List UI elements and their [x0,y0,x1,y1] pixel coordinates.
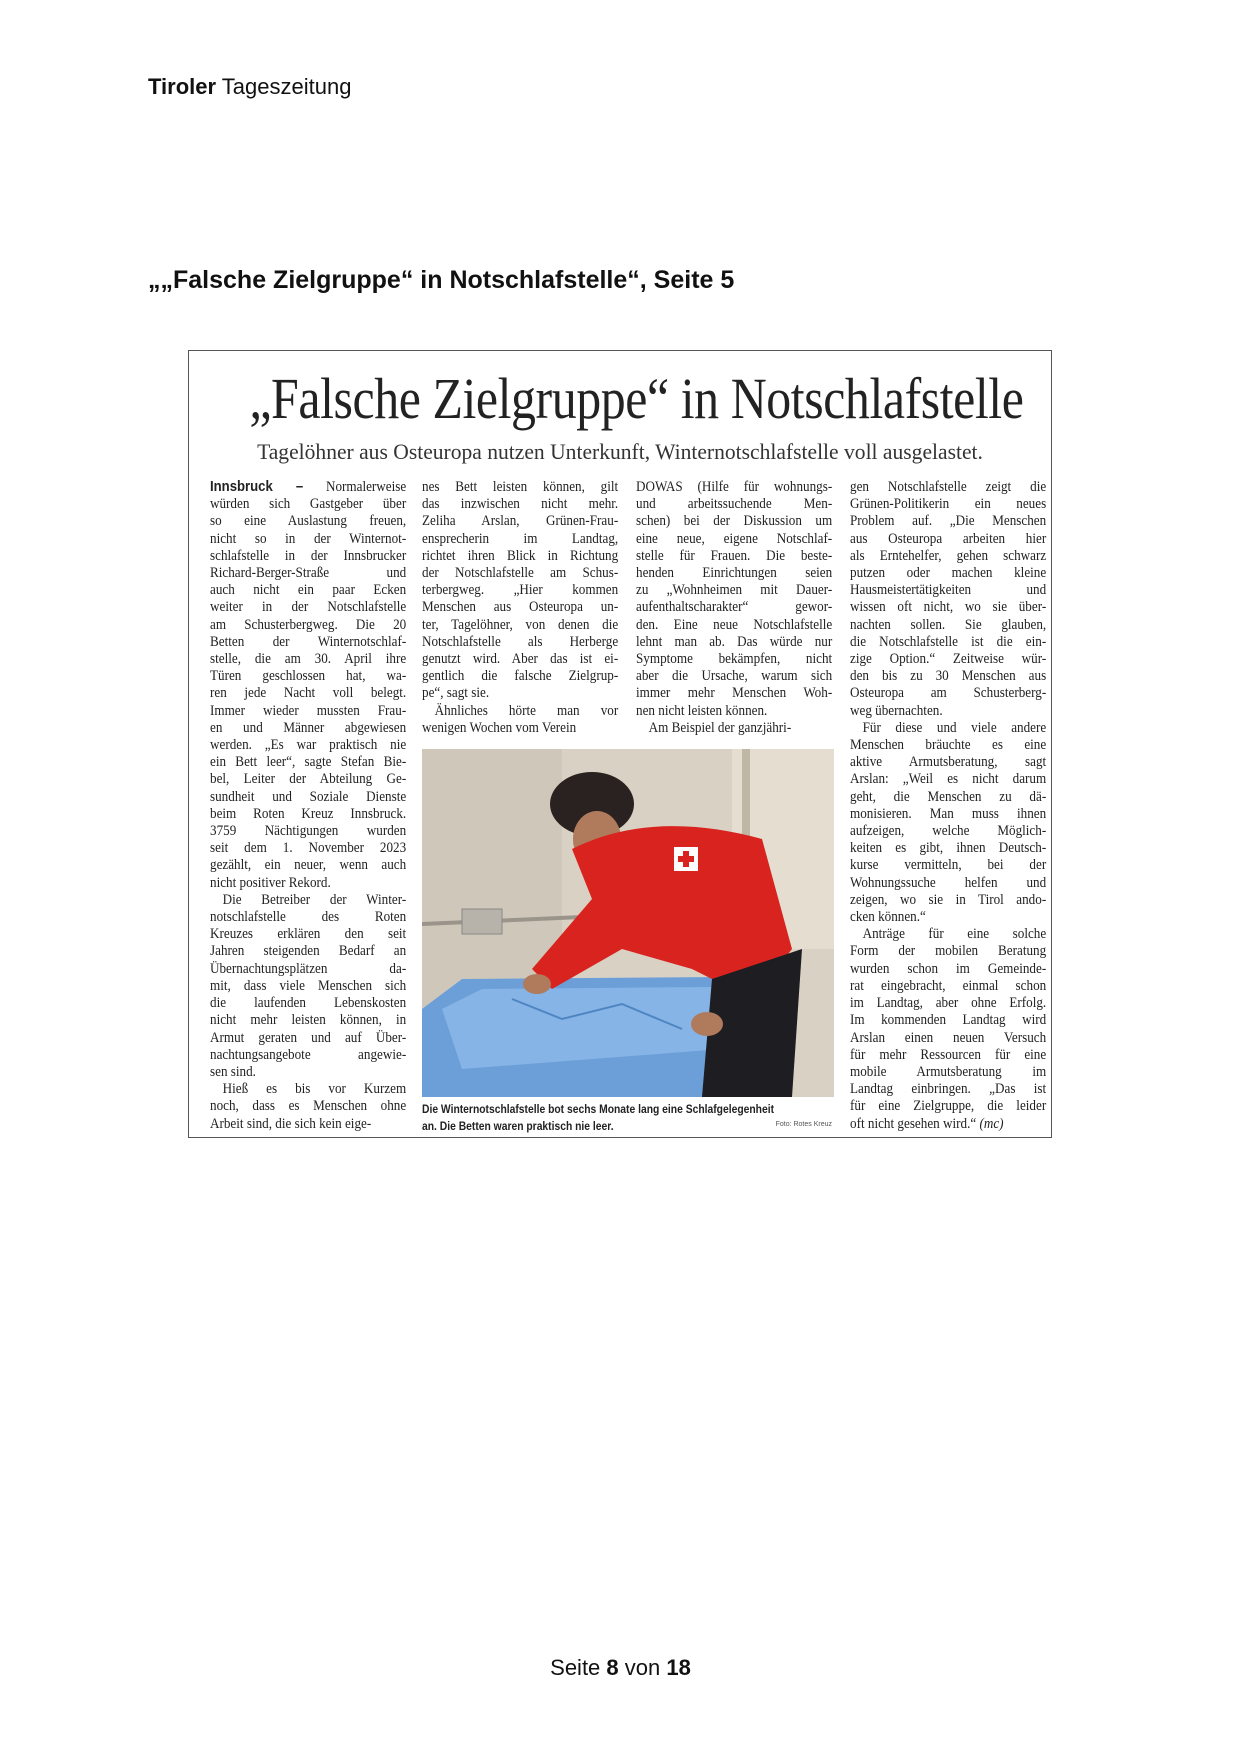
caption-line-1: Die Winternotschlafstelle bot sechs Monate lang eine Schlafgelegenheit [422,1102,775,1116]
line-text: immer mehr Menschen Woh- [636,685,833,702]
text-line [210,978,406,995]
line-text: notschlafstelle des Roten [210,909,407,926]
line-text: Wohnungssuche helfen und [850,874,1047,891]
brand-bold: Tiroler [148,74,217,99]
text-line [422,634,618,651]
line-text: Arslan: „Weil es nicht darum [850,771,1047,788]
text-line [850,479,1046,496]
text-line [636,703,832,720]
article-title: „Falsche Zielgruppe“ in Notschlafstelle [249,366,1024,431]
text-line [210,599,406,616]
text-line [210,840,406,857]
page-number [0,1655,1241,1681]
text-line [850,771,1046,788]
text-line [850,926,1046,943]
line-text: Am Beispiel der ganzjähri- [648,719,792,736]
line-text: aber die Ursache, warum sich [636,668,833,685]
line-text: gen Notschlafstelle zeigt die [850,479,1047,495]
page-prefix: Seite [550,1655,607,1680]
line-text: richtet ihren Blick in Richtung [422,547,619,564]
text-line [850,1012,1046,1029]
text-line [210,737,406,754]
text-line [210,1116,406,1133]
line-text: nachten sollen. Sie glauben, [850,616,1047,633]
line-text: ren jede Nacht voll belegt. [210,685,407,702]
text-line [636,720,832,737]
line-text: nen nicht leisten können. [636,702,768,719]
line-text: Form der mobilen Beratung [850,943,1047,960]
text-line [636,617,832,634]
line-text: ensprecherin im Landtag, [422,530,619,547]
text-line [422,599,618,616]
line-text: Hausmeistertätigkeiten und [850,582,1047,599]
text-line [210,668,406,685]
brand-rest: Tageszeitung [216,74,352,99]
text-line [422,513,618,530]
total-pages: 18 [666,1655,691,1680]
line-text: zige Option.“ Zeitweise wür- [850,651,1047,668]
text-line [210,1064,406,1081]
line-text: der Notschlafstelle am Schus- [422,565,619,582]
line-text: Menschen aus Osteuropa un- [422,599,619,616]
text-line [210,513,406,530]
line-text: so eine Auslastung freuen, [210,513,407,530]
text-line [636,513,832,530]
text-line [210,531,406,548]
text-line [850,496,1046,513]
line-text: Die Betreiber der Winter- [222,891,407,908]
text-line [850,1030,1046,1047]
line-text: sen sind. [210,1063,256,1080]
text-line [850,1081,1046,1098]
line-text: Immer wieder mussten Frau- [210,702,407,719]
text-line [210,685,406,702]
text-line [850,978,1046,995]
line-text: Osteuropa am Schusterberg- [850,685,1047,702]
text-line [850,961,1046,978]
text-line [210,875,406,892]
line-text: bel, Leiter der Abteilung Ge- [210,771,407,788]
line-text: geht, die Menschen zu dä- [850,788,1047,805]
line-text: Übernachtungsplätzen da- [210,960,407,977]
caption-line-2: an. Die Betten waren praktisch nie leer. [422,1119,614,1133]
text-line [850,513,1046,530]
text-line [422,617,618,634]
text-line [850,685,1046,702]
line-text: Normalerweise [303,479,407,495]
line-text: Arslan einen neuen Versuch [850,1029,1047,1046]
line-text: kurse vermitteln, bei der [850,857,1047,874]
line-text: nicht so in der Winternot- [210,530,407,547]
line-text: monisieren. Man muss ihnen [850,805,1047,822]
line-text: noch, dass es Menschen ohne [210,1098,407,1115]
line-text: stelle für Frauen. Die beste- [636,547,833,564]
text-line [210,943,406,960]
photo-volunteer-making-bed [422,749,834,1097]
line-text: würden sich Gastgeber über [210,496,407,513]
text-line [850,668,1046,685]
text-line [422,479,618,496]
page-middle: von [618,1655,667,1680]
line-text: aufenthaltscharakter“ gewor- [636,599,833,616]
line-text: Richard-Berger-Straße und [210,565,407,582]
text-line [210,892,406,909]
text-line [850,1098,1046,1115]
article-photo [422,749,834,1097]
text-line [210,857,406,874]
text-column-4 [850,479,1046,1133]
text-column-3 [636,479,832,737]
line-text: nicht mehr leisten können, in [210,1012,407,1029]
line-text: gentlich die falsche Zielgrup- [422,668,619,685]
text-line [210,961,406,978]
text-line [850,565,1046,582]
text-line [210,909,406,926]
line-text: den. Eine neue Notschlafstelle [636,616,833,633]
line-text: mobile Armutsberatung im [850,1063,1047,1080]
text-line [850,651,1046,668]
line-text: die Notschlafstelle ist die ein- [850,633,1047,650]
text-line [636,651,832,668]
text-line [210,1047,406,1064]
line-text: Ähnliches hörte man vor [434,702,619,719]
line-text: weiter in der Notschlafstelle [210,599,407,616]
line-text: Jahren steigenden Bedarf an [210,943,407,960]
text-line [210,926,406,943]
line-text: henden Einrichtungen seien [636,565,833,582]
line-text: für mehr Ressourcen für eine [850,1046,1047,1063]
line-text: sundheit und Soziale Dienste [210,788,407,805]
line-text: lehnt man ab. Das würde nur [636,633,833,650]
line-text: auch nicht ein paar Ecken [210,582,407,599]
text-line [850,1116,1046,1133]
text-line [210,548,406,565]
line-text: seit dem 1. November 2023 [210,840,407,857]
line-text: eine neue, eigene Notschlaf- [636,530,833,547]
line-text: pe“, sagt sie. [422,685,490,702]
text-line [636,634,832,651]
text-line [850,703,1046,720]
text-line [210,1030,406,1047]
text-line [210,823,406,840]
text-line [850,892,1046,909]
text-line [636,479,832,496]
line-text: werden. „Es war praktisch nie [210,737,407,754]
line-text: 3759 Nächtigungen wurden [210,823,407,840]
text-line [850,548,1046,565]
text-line [850,582,1046,599]
text-line [210,1098,406,1115]
line-text: aus Osteuropa arbeiten hier [850,530,1047,547]
line-text: Problem auf. „Die Menschen [850,513,1047,530]
text-line [850,634,1046,651]
text-line [210,496,406,513]
article-reference: „„Falsche Zielgruppe“ in Notschlafstelle“, Seite 5 [148,266,735,294]
text-column-1 [210,479,406,1133]
line-text: Anträge für eine solche [862,926,1047,943]
line-text: Grünen-Politikerin ein neues [850,496,1047,513]
text-line [422,720,618,737]
text-line [210,771,406,788]
line-text: Hieß es bis vor Kurzem [222,1081,407,1098]
text-line [636,565,832,582]
line-text: den bis zu 30 Menschen aus [850,668,1047,685]
text-line [210,617,406,634]
text-line [422,703,618,720]
newspaper-name [148,74,351,100]
line-text: nes Bett leisten können, gilt [422,479,619,495]
author-signature: (mc) [979,1115,1004,1132]
text-line [422,565,618,582]
line-text: zu „Wohnheimen mit Dauer- [636,582,833,599]
text-line [422,685,618,702]
text-line [210,703,406,720]
text-line [636,531,832,548]
line-text: wurden schon im Gemeinde- [850,960,1047,977]
article-subtitle: Tagelöhner aus Osteuropa nutzen Unterkunft, Winternotschlafstelle voll ausgelastet. [257,439,983,464]
line-text: und arbeitssuchende Men- [636,496,833,513]
line-text: Kreuzes erklären den seit [210,926,407,943]
text-line [636,496,832,513]
text-line [636,668,832,685]
line-text: Zeliha Arslan, Grünen-Frau- [422,513,619,530]
text-line [210,479,406,496]
line-text: im Landtag, aber ohne Erfolg. [850,995,1047,1012]
text-line [636,685,832,702]
line-text: am Schusterbergweg. Die 20 [210,616,407,633]
text-line [850,875,1046,892]
line-text: putzen oder machen kleine [850,565,1047,582]
text-line [210,806,406,823]
line-text: wissen oft nicht, wo sie über- [850,599,1047,616]
line-text: nachtungsangebote angewie- [210,1046,407,1063]
line-text: Notschlafstelle als Herberge [422,633,619,650]
line-text: genutzt wird. Aber das ist ei- [422,651,619,668]
line-text: weg übernachten. [850,702,943,719]
line-text: wenigen Wochen vom Verein [422,719,577,736]
text-line [636,582,832,599]
text-line [210,720,406,737]
text-line [850,840,1046,857]
text-line [210,634,406,651]
line-text: Menschen bräuchte es eine [850,737,1047,754]
line-text: oft nicht gesehen wird.“ [850,1115,980,1132]
line-text: gezählt, ein neuer, wenn auch [210,857,407,874]
line-text: zeigen, wo sie in Tirol ando- [850,891,1047,908]
text-column-2 [422,479,618,737]
line-text: Betten der Winternotschlaf- [210,633,407,650]
text-line [422,496,618,513]
text-line [210,789,406,806]
photo-credit: Foto: Rotes Kreuz [775,1121,832,1128]
text-line [422,651,618,668]
text-line [850,857,1046,874]
text-line [422,582,618,599]
line-text: die laufenden Lebenskosten [210,995,407,1012]
text-line [850,909,1046,926]
text-line [850,1064,1046,1081]
text-line [422,531,618,548]
text-line [210,1081,406,1098]
text-line [850,599,1046,616]
text-line [850,943,1046,960]
current-page: 8 [606,1655,619,1680]
text-line [850,789,1046,806]
line-text: Türen geschlossen hat, wa- [210,668,407,685]
line-text: Im kommenden Landtag wird [850,1012,1047,1029]
text-line [422,668,618,685]
article-clipping [188,350,1052,1138]
line-text: für eine Zielgruppe, die leider [850,1098,1047,1115]
line-text: rat eingebracht, einmal schon [850,977,1047,994]
line-text: schlafstelle in der Innsbrucker [210,547,407,564]
text-line [850,823,1046,840]
text-line [850,720,1046,737]
text-line [850,1047,1046,1064]
line-text: Landtag einbringen. „Das ist [850,1081,1047,1098]
line-text: aktive Armutsberatung, sagt [850,754,1047,771]
text-line [850,806,1046,823]
line-text: mit, dass viele Menschen sich [210,977,407,994]
text-line [636,599,832,616]
line-text: aufzeigen, welche Möglich- [850,823,1047,840]
text-line [636,548,832,565]
line-text: Armut geraten und auf Über- [210,1029,407,1046]
line-text: keiten es gibt, ihnen Deutsch- [850,840,1047,857]
text-line [210,995,406,1012]
text-line [210,1012,406,1029]
line-text: en und Männer abgewiesen [210,719,407,736]
text-line [210,754,406,771]
line-text: nicht positiver Rekord. [210,874,331,891]
photo-caption [422,1101,834,1135]
line-text: schen) bei der Diskussion um [636,513,833,530]
line-text: cken können.“ [850,909,926,926]
text-line [850,995,1046,1012]
text-line [850,754,1046,771]
dateline: Innsbruck – [210,479,304,495]
line-text: Symptome bekämpfen, nicht [636,651,833,668]
line-text: das inzwischen nicht mehr. [422,496,619,513]
text-line [210,651,406,668]
line-text: Für diese und viele andere [862,719,1047,736]
text-line [850,617,1046,634]
text-line [850,737,1046,754]
line-text: als Erntehelfer, gehen schwarz [850,547,1047,564]
text-line [210,565,406,582]
line-text: DOWAS (Hilfe für wohnungs- [636,479,833,495]
text-line [210,582,406,599]
text-line [422,548,618,565]
text-line [850,531,1046,548]
line-text: beim Roten Kreuz Innsbruck. [210,805,407,822]
line-text: ein Bett leer“, sagte Stefan Bie- [210,754,407,771]
line-text: ter, Tagelöhner, von denen die [422,616,619,633]
line-text: terbergweg. „Hier kommen [422,582,619,599]
line-text: stelle, die am 30. April ihre [210,651,407,668]
line-text: Arbeit sind, die sich kein eige- [210,1115,372,1132]
